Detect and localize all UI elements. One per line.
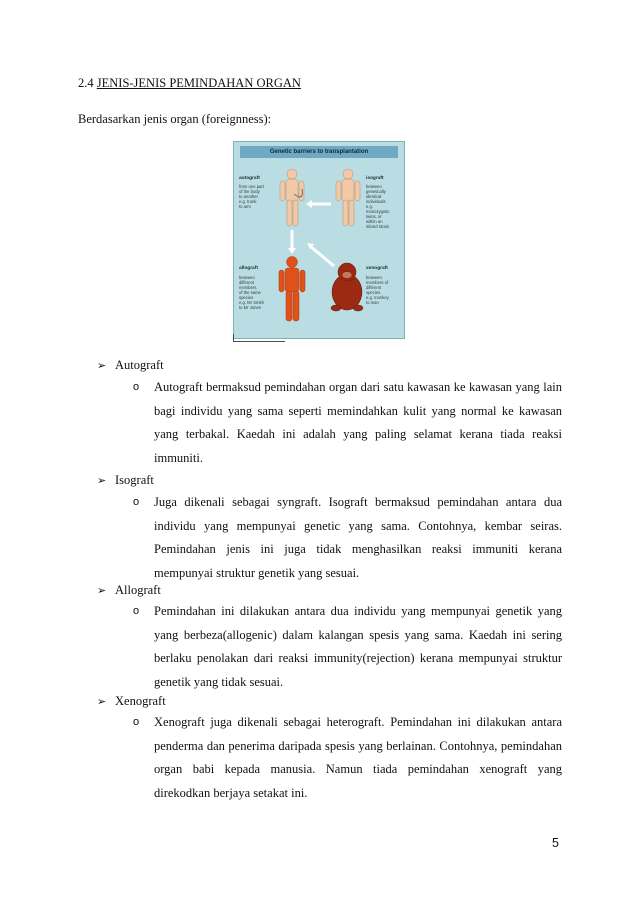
xenograft-monkey-figure [331, 263, 363, 311]
allograft-title: Allograft [115, 583, 161, 597]
isograft-human-figure [336, 169, 360, 226]
list-item-title [97, 473, 154, 488]
arrow-bullet-icon: ➢ [97, 359, 107, 372]
autograft-label: autograft [239, 176, 260, 181]
xenograft-description: between members of different species e.g. monkey to man [366, 275, 389, 305]
list-item-title [97, 694, 166, 709]
section-title: JENIS-JENIS PEMINDAHAN ORGAN [96, 76, 301, 90]
intro-text: Berdasarkan jenis organ (foreignness): [78, 112, 272, 126]
list-item-title [97, 583, 161, 598]
list-item-title [97, 358, 164, 373]
allograft-description-item [133, 600, 563, 694]
xenograft-text: Xenograft juga dikenali sebagai heterograft. Pemindahan ini dilakukan antara penderma dan penerima daripada spesis yang berlainan. Contohnya, pemindahan organ babi kepada manusia. Namun tiada pemindahan xenograft yang direkodkan berjaya setakat ini. [154, 715, 562, 800]
autograft-text: Autograft bermaksud pemindahan organ dari satu kawasan ke kawasan yang lain bagi individu yang sama seperti memindahkan kulit yang normal ke kawasan yang terbakal. Kaedah ini adalah yang paling selamat kerana tiada reaksi immuniti. [154, 380, 562, 465]
figure-frame-edge [233, 334, 285, 342]
isograft-arrow [306, 200, 331, 208]
isograft-description: between genetically identical individuals e.g. monozygotic twins, or within an inbred strain [366, 184, 390, 229]
page-number: 5 [552, 836, 559, 850]
xenograft-description-item [133, 711, 563, 805]
autograft-title: Autograft [115, 358, 164, 372]
isograft-label: isograft [366, 176, 384, 181]
circle-bullet-icon: o [133, 716, 140, 728]
autograft-human-figure [280, 169, 304, 226]
allograft-description: between different members of the same species e.g. Mr Smith to Mr Jones [239, 275, 264, 310]
arrow-bullet-icon: ➢ [97, 474, 107, 487]
section-number: 2.4 [78, 76, 94, 90]
circle-bullet-icon: o [133, 496, 140, 508]
autograft-description: from one part of the body to another e.g. trunk to arm [239, 184, 264, 209]
section-heading [78, 76, 301, 91]
allograft-arrow [288, 230, 296, 254]
allograft-human-figure [279, 257, 305, 322]
xenograft-label: xenograft [366, 266, 388, 271]
arrow-bullet-icon: ➢ [97, 584, 107, 597]
isograft-text: Juga dikenali sebagai syngraft. Isograft bermaksud pemindahan antara dua individu yang mempunyai genetic yang sama. Contohnya, kembar seiras. Pemindahan jenis ini juga tidak menghasilkan reaksi immuniti kerana mempunyai struktur genetik yang sesuai. [154, 495, 562, 580]
figure-header: Genetic barriers to transplantation [240, 146, 398, 158]
xenograft-arrow [307, 243, 334, 266]
circle-bullet-icon: o [133, 605, 140, 617]
allograft-label: allograft [239, 266, 258, 271]
circle-bullet-icon: o [133, 381, 140, 393]
allograft-text: Pemindahan ini dilakukan antara dua individu yang mempunyai genetik yang yang berbeza(allogenic) dalam kalangan spesis yang sama. Kaedah ini sering berlaku penolakan dari reaksi immunity(rejection) kerana mempunyai struktur genetik yang tidak sesuai. [154, 604, 562, 689]
isograft-title: Isograft [115, 473, 154, 487]
isograft-description-item [133, 491, 563, 585]
arrow-bullet-icon: ➢ [97, 695, 107, 708]
xenograft-title: Xenograft [115, 694, 166, 708]
autograft-description-item [133, 376, 563, 470]
genetic-barriers-figure [233, 141, 405, 339]
